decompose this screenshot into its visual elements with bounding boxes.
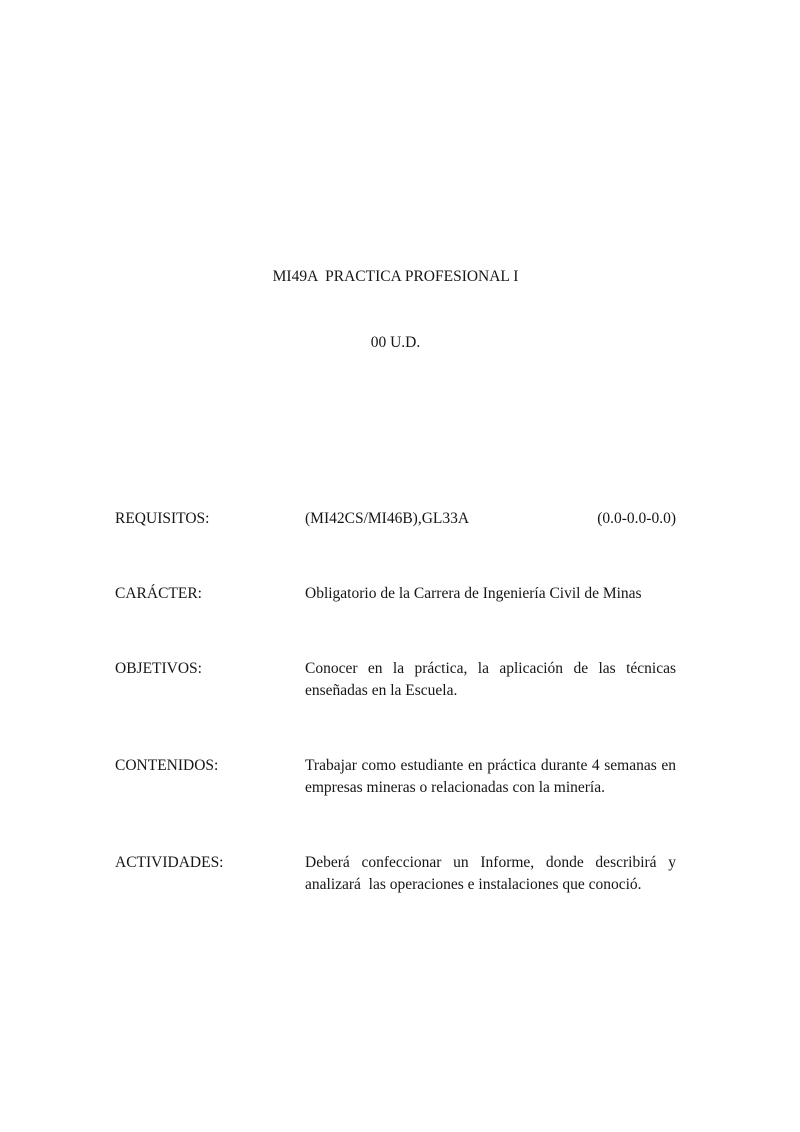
section-contenidos [115,755,680,799]
section-label: ACTIVIDADES: [115,854,224,871]
section-label: CONTENIDOS: [115,757,219,774]
section-label: CARÁCTER: [115,585,202,602]
requisitos-credit-triplet: (0.0-0.0-0.0) [597,510,676,527]
section-content: Conocer en la práctica, la aplicación de las técnicas enseñadas en la Escuela. [305,660,680,699]
section-objetivos [115,658,680,702]
section-actividades [115,852,680,896]
section-label: OBJETIVOS: [115,660,202,677]
section-content: Deberá confeccionar un Informe, donde describirá y analizará las operaciones e instalaciones que conoció. [305,854,680,893]
section-label: REQUISITOS: [115,510,210,527]
requisitos-codes: (MI42CS/MI46B),GL33A [305,510,470,527]
section-content-row [305,508,676,530]
course-title-block [115,222,676,398]
course-credits-title: 00 U.D. [370,334,421,351]
section-caracter [115,583,676,605]
course-sections [115,508,680,896]
course-title: MI49A PRACTICA PROFESIONAL I [272,268,519,285]
section-content: Trabajar como estudiante en práctica durante 4 semanas en empresas mineras o relacionadas con la minería. [305,757,680,796]
section-requisitos [115,508,676,530]
section-content: Obligatorio de la Carrera de Ingeniería Civil de Minas [305,585,642,602]
